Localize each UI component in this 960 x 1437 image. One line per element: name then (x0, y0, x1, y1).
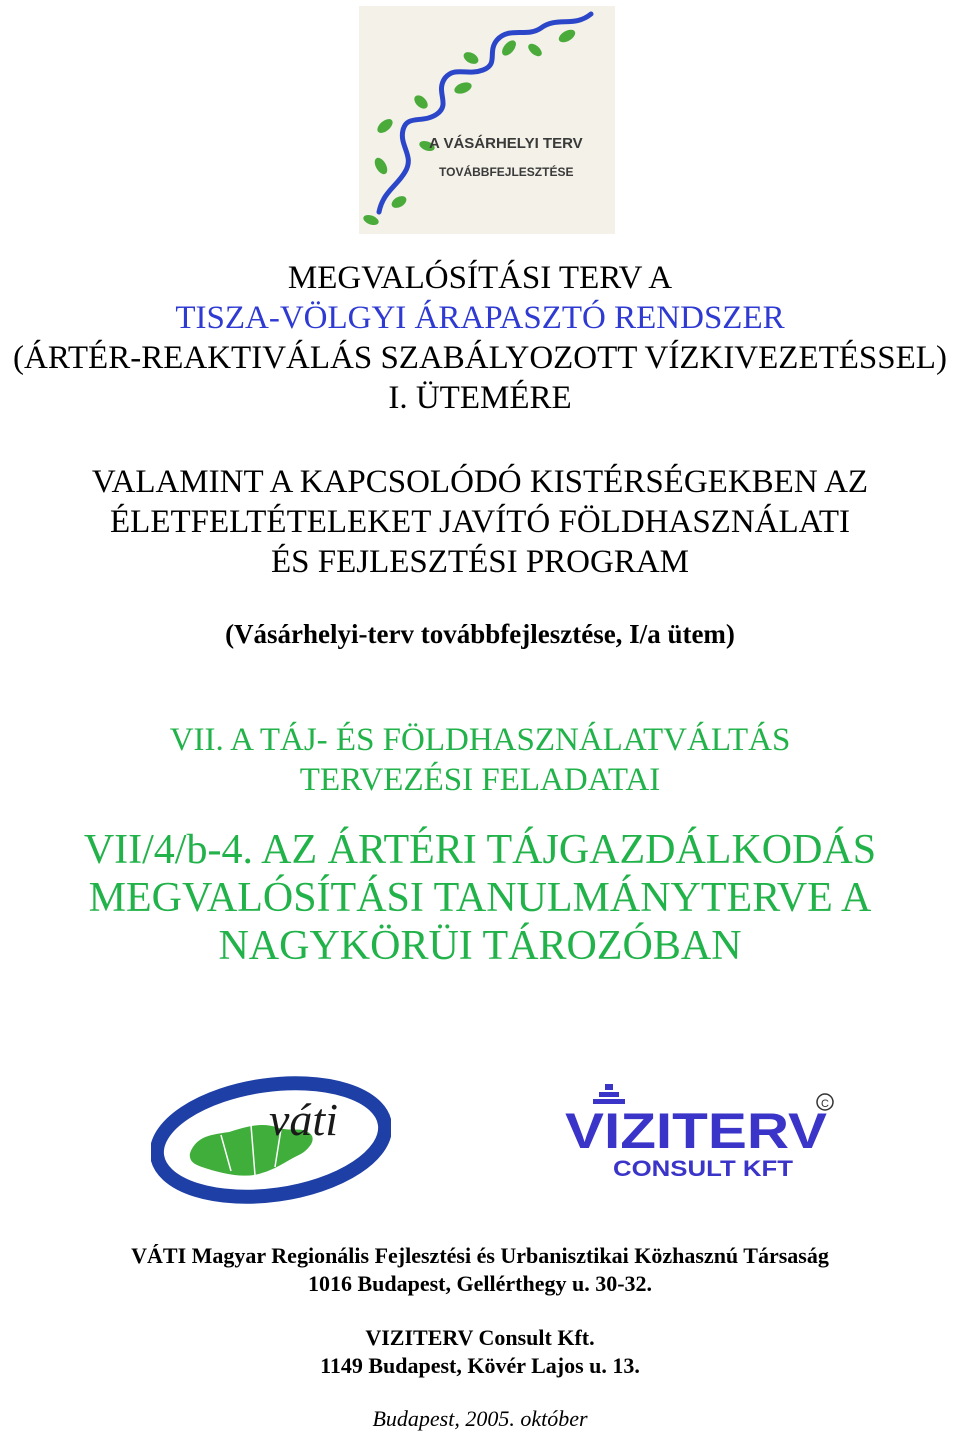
vati-name: VÁTI Magyar Regionális Fejlesztési és Urbanisztikai Közhasznú Társaság (131, 1243, 829, 1268)
section-line-1: VII. A TÁJ- ÉS FÖLDHASZNÁLATVÁLTÁS (169, 722, 791, 758)
title-line-2: TISZA-VÖLGYI ÁRAPASZTÓ RENDSZER (175, 300, 785, 336)
logo-subtitle: TOVÁBBFEJLESZTÉSE (439, 165, 574, 179)
vati-address: 1016 Budapest, Gellérthegy u. 30-32. (307, 1271, 653, 1296)
viziterv-subline: CONSULT KFT (613, 1156, 794, 1181)
title-line-3: (ÁRTÉR-REAKTIVÁLÁS SZABÁLYOZOTT VÍZKIVEZETÉSSEL) (13, 340, 947, 376)
section-title (0, 720, 960, 800)
viziterv-name: VIZITERV Consult Kft. (365, 1325, 595, 1350)
title-line-1: MEGVALÓSÍTÁSI TERV A (287, 260, 673, 296)
main-title (0, 258, 960, 418)
sub-section-line-1: VII/4/b-4. AZ ÁRTÉRI TÁJGAZDÁLKODÁS (83, 827, 877, 873)
logo-title: A VÁSÁRHELYI TERV (429, 135, 583, 152)
vati-wordmark: váti (269, 1094, 338, 1145)
viziterv-wordmark: VIZITERV (565, 1103, 828, 1159)
vati-logo (151, 1075, 391, 1205)
copyright-letter: C (821, 1098, 829, 1110)
publication-date: Budapest, 2005. október (372, 1406, 588, 1431)
vasarhelyi-terv-logo (359, 6, 615, 234)
program-subtitle: (Vásárhelyi-terv továbbfejlesztése, I/a ütem) (225, 619, 735, 649)
sub-section-title (0, 826, 960, 970)
sub-section-line-2: MEGVALÓSÍTÁSI TANULMÁNYTERVE A (88, 875, 872, 921)
vati-info (0, 1242, 960, 1298)
program-line-3: ÉS FEJLESZTÉSI PROGRAM (270, 544, 690, 580)
program-line-2: ÉLETFELTÉTELEKET JAVÍTÓ FÖLDHASZNÁLATI (110, 504, 850, 540)
viziterv-logo (565, 1084, 835, 1184)
viziterv-address: 1149 Budapest, Kövér Lajos u. 13. (320, 1353, 640, 1378)
program-line-1: VALAMINT A KAPCSOLÓDÓ KISTÉRSÉGEKBEN AZ (91, 464, 869, 500)
sub-section-line-3: NAGYKÖRÜI TÁROZÓBAN (218, 923, 742, 969)
title-line-4: I. ÜTEMÉRE (388, 380, 572, 416)
program-title (0, 462, 960, 582)
viziterv-info (0, 1324, 960, 1380)
section-line-2: TERVEZÉSI FELADATAI (299, 762, 661, 798)
viziterv-emblem (593, 1084, 625, 1104)
